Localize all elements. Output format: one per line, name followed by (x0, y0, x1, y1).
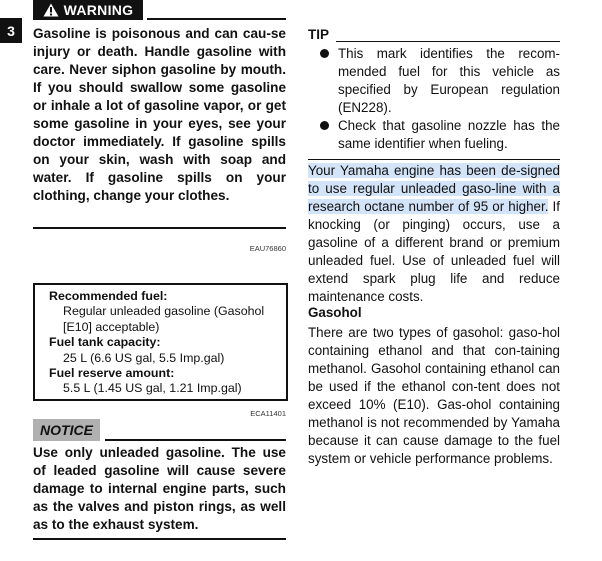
highlighted-text[interactable]: Your Yamaha engine has been de-signed to use regular unleaded gaso-line with a research octane number of 95 or higher. (308, 163, 560, 214)
bullet-icon (320, 49, 329, 58)
notice-end-rule (33, 538, 286, 540)
chapter-tab (0, 18, 22, 43)
chapter-number: 3 (7, 22, 15, 39)
tip-label: TIP (308, 27, 330, 42)
warning-label (33, 0, 143, 20)
tip-item (320, 117, 560, 153)
spec-label-recommended-fuel: Recommended fuel: (49, 289, 168, 303)
tip-item-text: Check that gasoline nozzle has the same identifier when fueling. (338, 118, 560, 151)
spec-value-reserve-amount: 5.5 L (1.45 US gal, 1.21 Imp.gal) (63, 381, 242, 396)
gasohol-heading: Gasohol (308, 305, 362, 320)
notice-label: NOTICE (33, 419, 100, 441)
notice-code: ECA11401 (250, 409, 286, 418)
gasohol-paragraph: There are two types of gasohol: gaso-hol containing ethanol and that con-taining methanol. Gasohol containing ethanol can be used if the ethanol con-tent does not exceed 10% (E10). Gas-ohol containing methanol is not recommended by Yamaha because it can cause damage to the fuel system or vehicle performance problems. (308, 325, 560, 466)
spec-label-reserve-amount: Fuel reserve amount: (49, 366, 175, 381)
octane-paragraph-rest: If knocking (or pinging) occurs, use a gasoline of a different brand or premium unleaded fuel. Use of unleaded fuel will extend spark plug life and reduce maintenance costs. (308, 199, 560, 304)
spec-value-recommended-fuel: Regular unleaded gasoline (Gasohol [E10] acceptable) (63, 304, 265, 334)
fuel-spec-box (33, 283, 288, 401)
octane-paragraph (308, 162, 560, 306)
warning-triangle-icon (43, 3, 59, 17)
tip-list (320, 45, 560, 153)
spec-label-tank-capacity: Fuel tank capacity: (49, 335, 161, 350)
warning-title: WARNING (63, 2, 134, 18)
spec-value-tank-capacity: 25 L (6.6 US gal, 5.5 Imp.gal) (63, 350, 225, 365)
bullet-icon (320, 121, 329, 130)
warning-end-rule (33, 227, 286, 229)
notice-header-line (105, 439, 286, 441)
tip-item (320, 45, 560, 117)
warning-text: Gasoline is poisonous and can cau-se injury or death. Handle gasoline with care. Never siphon gasoline by mouth. If you should swallow some gasoline or inhale a lot of gasoline vapor, or get some gasoline in your eyes, see your doctor immediately. If gasoline spills on your skin, wash with soap and water. If gasoline spills on your clothing, change your clothes. (33, 26, 286, 203)
warning-header-line (147, 18, 286, 20)
spec-code: EAU76860 (249, 244, 286, 253)
tip-end-rule (308, 159, 560, 160)
tip-header-line (336, 41, 560, 42)
tip-item-text: This mark identifies the recom-mended fuel for this vehicle as specified by European regulation (EN228). (338, 46, 560, 115)
notice-text: Use only unleaded gasoline. The use of leaded gasoline will cause severe damage to internal engine parts, such as the valves and piston rings, as well as to the exhaust system. (33, 445, 286, 532)
